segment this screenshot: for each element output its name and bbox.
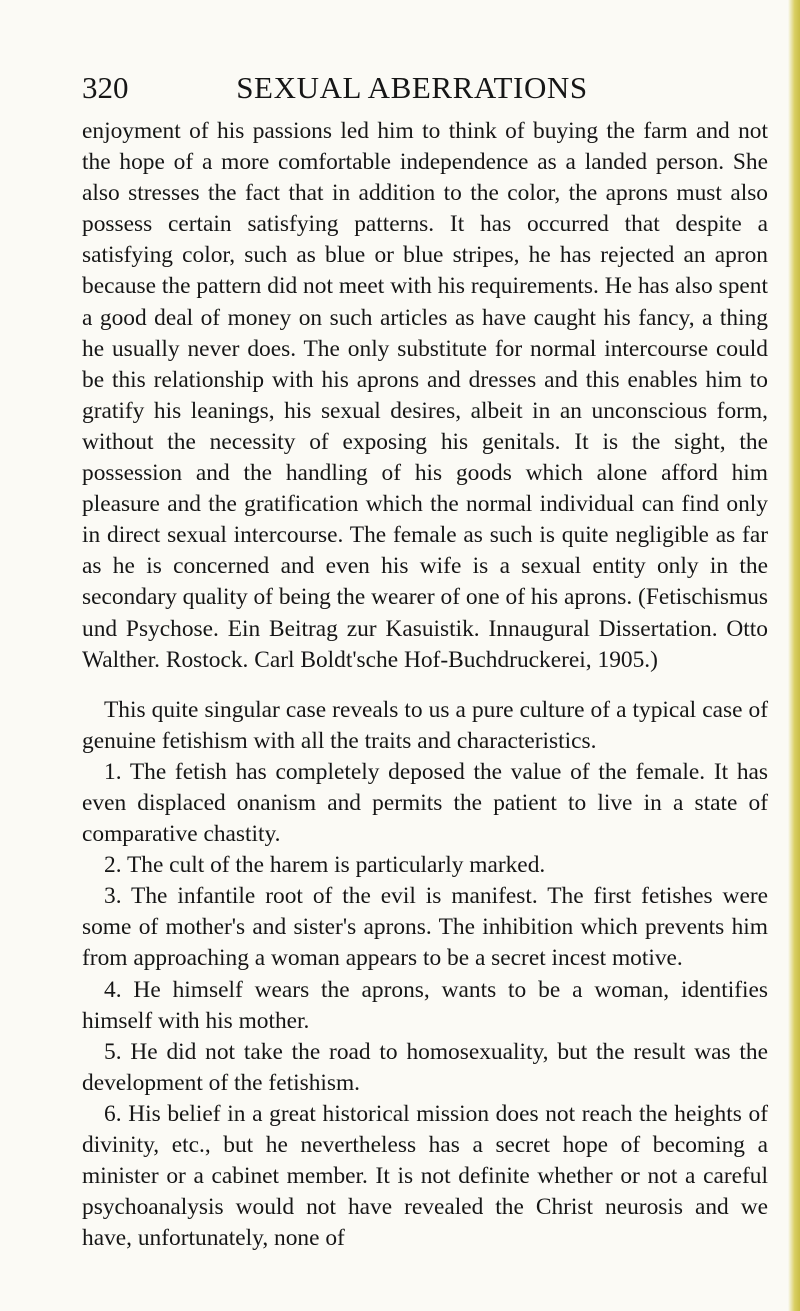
page-header bbox=[82, 66, 742, 110]
paragraph-case-summary: This quite singular case reveals to us a pure culture of a typical case of genuine fetishism with all the traits and characteristics. bbox=[82, 696, 768, 754]
list-item-4: 4. He himself wears the aprons, wants to be a woman, identifies himself with his mother. bbox=[82, 976, 768, 1034]
list-item-3: 3. The infantile root of the evil is manifest. The first fetishes were some of mother's and sister's aprons. The inhibition which prevents him from approaching a woman appears to be a secret incest motive. bbox=[82, 883, 768, 972]
body-text bbox=[82, 116, 768, 1254]
list-item-2: 2. The cult of the harem is particularly marked. bbox=[104, 852, 546, 879]
page-number: 320 bbox=[82, 70, 129, 105]
paragraph-continuation: enjoyment of his passions led him to think of buying the farm and not the hope of a more comfortable independence as a landed person. She also stresses the fact that in addition to the color, the aprons must also possess certain satisfying patterns. It has occurred that despite a satisfying color, such as blue or blue stripes, he has rejected an apron because the pattern did not meet with his requirements. He has also spent a good deal of money on such articles as have caught his fancy, a thing he usually never does. The only substitute for normal intercourse could be this relationship with his aprons and dresses and this enables him to gratify his leanings, his sexual desires, albeit in an unconscious form, without the necessity of exposing his genitals. It is the sight, the possession and the handling of his goods which alone afford him pleasure and the gratification which the normal individual can find only in direct sexual intercourse. The female as such is quite negligible as far as he is concerned and even his wife is a sexual entity only in the secondary quality of being the wearer of one of his aprons. (Fetischismus und Psychose. Ein Beitrag zur Kasuistik. Innaugural Dissertation. Otto Walther. Rostock. Carl Boldt'sche Hof-Buchdruckerei, 1905.) bbox=[82, 118, 768, 673]
page-edge-shadow bbox=[788, 0, 800, 1311]
list-item-1: 1. The fetish has completely deposed the value of the female. It has even displaced onanism and permits the patient to live in a state of comparative chastity. bbox=[82, 758, 768, 848]
list-item-6: 6. His belief in a great historical mission does not reach the heights of divinity, etc., but he nevertheless has a secret hope of becoming a minister or a cabinet member. It is not definite whether or not a careful psychoanalysis would not have revealed the Christ neurosis and we have, unfortunately, none of bbox=[82, 1100, 768, 1252]
list-item-5: 5. He did not take the road to homosexuality, but the result was the development of the fetishism. bbox=[82, 1038, 768, 1096]
running-head: SEXUAL ABERRATIONS bbox=[236, 70, 588, 105]
